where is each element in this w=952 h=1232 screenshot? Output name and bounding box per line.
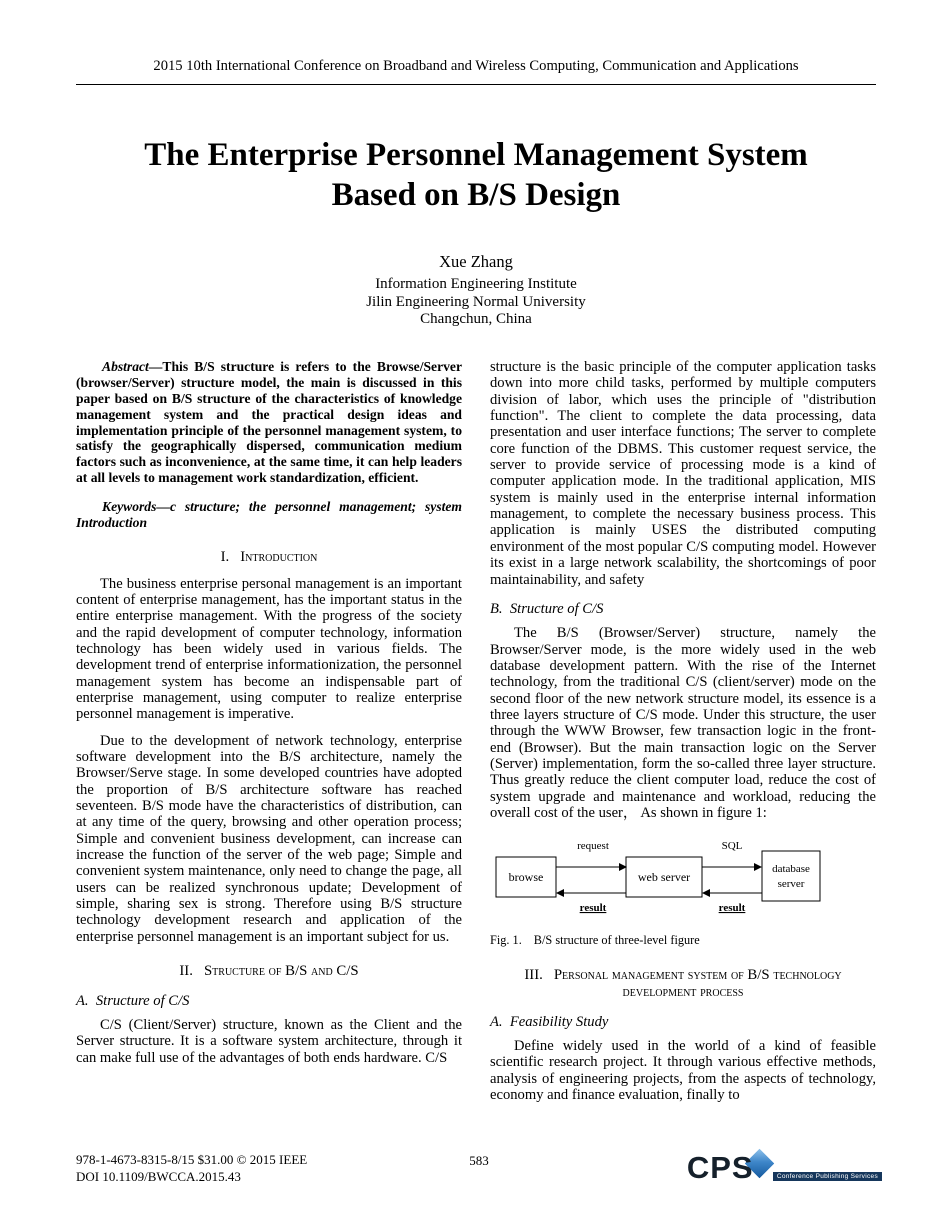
page-number: 583 (469, 1153, 489, 1168)
sql-arrowhead-icon (754, 863, 762, 871)
doi-line: DOI 10.1109/BWCCA.2015.43 (76, 1169, 241, 1185)
sql-arrow-label: SQL (721, 840, 743, 853)
abstract (76, 359, 462, 486)
abstract-text: This B/S structure is refers to the Browse/Server (browser/Server) structure model, the main is discussed in this paper based on B/S structure of the characteristics of knowledge management system and the practical design ideas and implementation principle of the personnel management system, to satisfy the geographically dispersed, communication medium factors such as inconvenience, at the same time, it can help leaders at all levels to management work standardization, efficient. (76, 359, 462, 486)
right-column (490, 359, 876, 1113)
figure-1 (490, 837, 876, 925)
browse-box-label: browse (508, 870, 544, 885)
figure-1-caption-tag: Fig. 1. (490, 932, 522, 947)
section-2-number: II. (179, 963, 193, 980)
section-2-title: Structure of B/S and C/S (203, 963, 359, 980)
two-column-body (76, 359, 876, 1113)
author-block (76, 252, 876, 330)
result1-arrow-label: result (579, 902, 607, 915)
section-1-title: Introduction (240, 548, 318, 565)
continuation-paragraph: structure is the basic principle of the computer application tasks down into more child tasks, performed by multiple computers division of labor, which uses the principle of "distribution function". The client to complete the data processing, data presentation and user interface functions; The server to complete core function of the DBMS. This customer request service, the server to provide service of processing mode is a kind of computer application mode. In the traditional application, MIS system is mainly used in the enterprise internal information management, to complete the necessary business process. This application is mainly USES the distributed computing environment of the most popular C/S computing model. However its exist in a large network scalability, the shortcomings of poor maintainability, and safety (490, 359, 876, 588)
figure-1-caption-text: B/S structure of three-level figure (533, 932, 700, 947)
intro-paragraph-1: The business enterprise personal management is an important content of enterprise management, has the important status in the entire enterprise management. With the progress of the society and the rapid development of computer technology, information technology has been widely used in various fields. The development trend of enterprise informationization, the personnel management system has become an indispensable part of enterprise management, using computer to realize enterprise personnel management is imperative. (76, 575, 462, 723)
cps-logo (687, 1150, 882, 1186)
subsection-3a-paragraph: Define widely used in the world of a kind of feasible scientific research project. It through various effective methods, analysis of engineering projects, from the aspects of technology, economy and finance evaluation, finally to (490, 1037, 876, 1103)
page-footer (76, 1138, 882, 1186)
cps-logo-subtext: Conference Publishing Services (773, 1172, 882, 1181)
bs-structure-diagram (490, 837, 826, 921)
result2-arrow-label: result (718, 902, 746, 915)
paper-title: The Enterprise Personnel Management System Based on B/S Design (144, 137, 808, 214)
subsection-2b-heading: B. Structure of C/S (490, 600, 604, 617)
section-3-heading (490, 967, 876, 1000)
subsection-2a-heading: A. Structure of C/S (76, 992, 190, 1009)
intro-paragraph-2: Due to the development of network technology, enterprise software development into the B/S architecture, namely the Browser/Serve stage. In some developed countries have adopted the proportion of B/S architecture software has reached seventeen. B/S mode have the characteristics of distribution, can at any time of the query, browsing and other operation process; Simple and convenient business development, can increase can increase the function of the server of the web page; Simple and convenient system maintenance, only need to change the page, all users can be realized synchronous update; Development of simple, sharing sex is strong. Therefore using B/S structure technology development research and application of the enterprise personnel management is an important subject for us. (76, 732, 462, 945)
cps-logo-text: CPS (686, 1150, 754, 1185)
subsection-3a-heading: A. Feasibility Study (490, 1013, 609, 1030)
section-3-title: Personal management system of B/S technology development process (553, 967, 842, 1000)
section-3-number: III. (524, 967, 543, 984)
conference-header: 2015 10th International Conference on Broadband and Wireless Computing, Communication and Applications (76, 58, 876, 85)
keywords-label: Keywords— (102, 499, 170, 515)
copyright-block (76, 1152, 307, 1186)
keywords-text: c structure; the personnel management; system Introduction (76, 499, 462, 531)
keywords (76, 499, 462, 531)
author-city: Changchun, China (420, 311, 532, 328)
section-1-number: I. (220, 548, 230, 565)
author-name: Xue Zhang (439, 251, 513, 271)
request-arrow-label: request (577, 840, 609, 853)
database-box-label-line2: server (777, 878, 805, 891)
result1-arrowhead-icon (556, 889, 564, 897)
result2-arrowhead-icon (702, 889, 710, 897)
web-server-box-label: web server (637, 870, 691, 885)
subsection-2a-paragraph: C/S (Client/Server) structure, known as the Client and the Server structure. It is a software system architecture, through it can make full use of the advantages of both ends hardware. C/S (76, 1016, 462, 1066)
figure-1-caption (490, 934, 876, 948)
isbn-copyright-line: 978-1-4673-8315-8/15 $31.00 © 2015 IEEE (76, 1152, 308, 1168)
database-server-box (762, 851, 820, 901)
section-2-heading (76, 963, 462, 980)
left-column (76, 359, 462, 1113)
database-box-label-line1: database (772, 863, 810, 876)
cps-logo-row (687, 1150, 770, 1186)
section-1-heading (76, 549, 462, 566)
abstract-label: Abstract— (102, 359, 163, 375)
author-university: Jilin Engineering Normal University (366, 293, 586, 310)
author-department: Information Engineering Institute (375, 275, 577, 292)
subsection-2b-paragraph: The B/S (Browser/Server) structure, namely the Browser/Server mode, is the more widely used in the web database development pattern. With the rise of the Internet technology, from the traditional C/S (client/server) mode on the second floor of the new network structure model, its essence is a three layers structure of C/S mode. Under this structure, the user through the WWW Browser, few transaction logic in the front-end (Browser). But the main transaction logic on the Server (Server) implementation, form the so-called three layer structure. Thus greatly reduce the client computer load, reduce the cost of system upgrade and maintenance and workload, reducing the overall cost of the user， As shown in figure 1: (490, 625, 876, 821)
